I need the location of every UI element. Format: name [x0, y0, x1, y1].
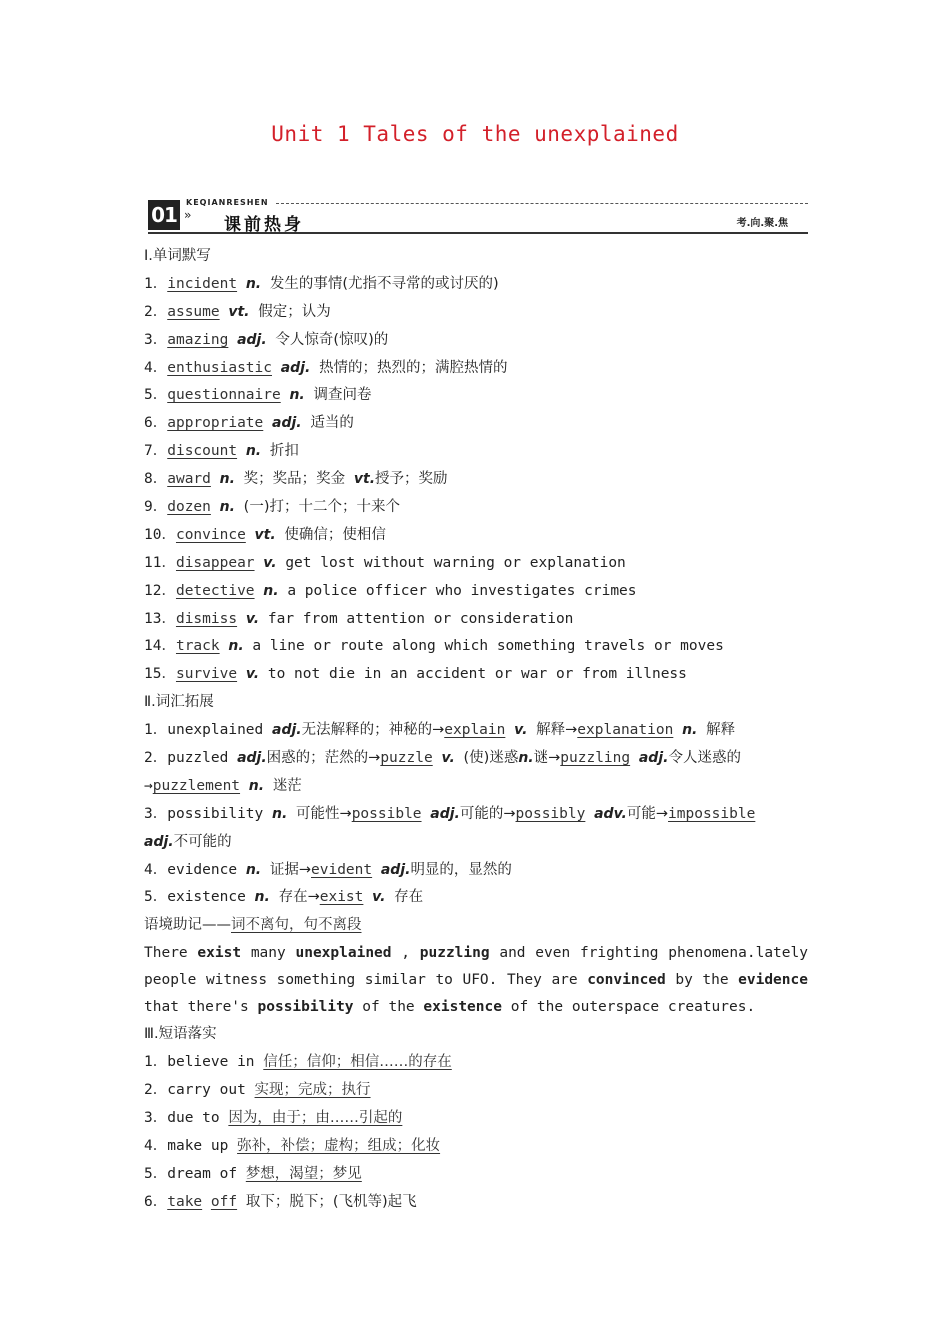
phrase-item	[144, 1077, 808, 1105]
item-number: 4．	[144, 1137, 168, 1154]
part-of-speech: n.	[245, 443, 262, 460]
context-word: puzzling	[419, 945, 490, 962]
part-of-speech: adj.	[272, 415, 302, 432]
context-word: witness	[205, 971, 268, 988]
item-number: 8．	[144, 471, 168, 488]
context-word: ,	[401, 945, 410, 962]
part-of-speech: n.	[289, 387, 305, 404]
part-of-speech: v.	[263, 554, 277, 571]
phrase: carry out	[167, 1082, 246, 1099]
item-number: 3．	[144, 1109, 168, 1126]
vocab-word: incident	[167, 275, 238, 292]
vocab-word: convince	[175, 526, 246, 543]
definition: a police officer who investigates crimes	[287, 582, 637, 599]
phrase-list	[144, 1049, 808, 1188]
part-of-speech: n.	[228, 638, 244, 655]
phrase-item	[144, 1133, 808, 1161]
item-number: 11．	[144, 554, 176, 571]
item-number: 14．	[144, 638, 176, 655]
item-number: 12．	[144, 582, 176, 599]
phrase-answer: 梦想，渴望；梦见	[245, 1165, 362, 1182]
item-number: 1．	[144, 275, 168, 292]
vocab-word: questionnaire	[167, 387, 281, 404]
definition: 假定；认为	[258, 303, 331, 320]
context-word: frighting	[579, 945, 659, 962]
vocab-word: assume	[167, 303, 220, 320]
item-number: 1．	[144, 1054, 168, 1071]
item-number: 3．	[144, 331, 168, 348]
vocab-item	[144, 633, 808, 661]
context-word: and	[499, 945, 526, 962]
context-word: convinced	[587, 971, 666, 988]
vocab-word: track	[175, 638, 220, 655]
double-chevron-icon: »	[184, 208, 192, 222]
definition: far from attention or consideration	[267, 610, 574, 627]
vocab-word: dozen	[167, 499, 211, 516]
context-label: 语境助记——词不离句，句不离段	[144, 917, 362, 934]
vocab-item	[144, 578, 808, 606]
item-number: 5．	[144, 1165, 168, 1182]
definition: 发生的事情(尤指不寻常的或讨厌的)	[269, 275, 499, 292]
part-of-speech: adj.	[280, 359, 311, 376]
expansion-line-2b: →puzzlement n. 迷茫	[144, 777, 302, 794]
context-word: are	[551, 971, 578, 988]
vocab-word: appropriate	[167, 415, 264, 432]
context-word: the	[702, 971, 729, 988]
part-of-speech: v.	[245, 666, 260, 683]
vocab-word: detective	[175, 582, 255, 599]
expansion-line-2: 2．puzzled adj.困惑的；茫然的→puzzle v. (使)迷惑n.谜→puzzling adj.令人迷惑的	[144, 750, 741, 767]
phrase: believe in	[167, 1054, 255, 1071]
context-word: exist	[197, 945, 242, 962]
vocab-item	[144, 271, 808, 299]
item-number: 5．	[144, 387, 168, 404]
context-word: the	[536, 999, 564, 1016]
context-word: there's	[187, 999, 249, 1016]
part-of-speech: v.	[245, 610, 260, 627]
definition: 热情的；热烈的；满腔热情的	[319, 359, 508, 376]
phrase: make up	[167, 1137, 229, 1154]
vocab-item	[144, 466, 808, 494]
context-word: that	[144, 999, 179, 1016]
definition: 调查问卷	[313, 387, 372, 404]
context-row-1	[144, 940, 808, 967]
vocab-word: award	[167, 471, 211, 488]
context-word: They	[506, 971, 542, 988]
vocab-item	[144, 494, 808, 522]
worksheet-content	[144, 243, 808, 1217]
context-word: UFO.	[462, 971, 498, 988]
vocab-item	[144, 299, 808, 327]
context-word: unexplained	[295, 945, 392, 962]
phrase-item: 6．take off 取下；脱下；(飞机等)起飞	[144, 1193, 417, 1210]
vocab-item	[144, 438, 808, 466]
context-word: something	[276, 971, 356, 988]
definition: 令人惊奇(惊叹)的	[275, 331, 389, 348]
context-word: possibility	[257, 999, 354, 1016]
item-number: 7．	[144, 443, 168, 460]
vocab-item	[144, 382, 808, 410]
phrase-item	[144, 1049, 808, 1077]
part-of-speech: n.	[219, 471, 235, 488]
section-banner	[148, 196, 808, 236]
item-number: 2．	[144, 303, 168, 320]
vocab-word: survive	[175, 666, 238, 683]
part-of-speech: n.	[263, 582, 279, 599]
context-word: even	[535, 945, 571, 962]
vocab-item	[144, 606, 808, 634]
context-row-2	[144, 967, 808, 994]
item-number: 13．	[144, 610, 176, 627]
context-word: people	[144, 971, 197, 988]
part-of-speech: vt.	[228, 303, 250, 320]
vocab-word: disappear	[175, 554, 255, 571]
context-word: to	[435, 971, 453, 988]
part-of-speech: n.	[219, 499, 235, 516]
expansion-line-4: 4．evidence n. 证据→evident adj.明显的，显然的	[144, 861, 512, 878]
context-word: of	[510, 999, 529, 1016]
vocab-item	[144, 355, 808, 383]
vocab-item	[144, 550, 808, 578]
definition: 折扣	[269, 443, 299, 460]
section-heading-phrases: Ⅲ.短语落实	[144, 1026, 217, 1043]
definition: to not die in an accident or war or from illness	[267, 666, 687, 683]
item-number: 15．	[144, 666, 176, 683]
banner-dotted-rule	[276, 203, 808, 204]
context-word: the	[388, 999, 415, 1016]
context-word: by	[675, 971, 693, 988]
phrase-item	[144, 1161, 808, 1189]
section-heading-vocab: Ⅰ.单词默写	[144, 248, 211, 264]
item-number: 9．	[144, 499, 168, 516]
vocab-word: enthusiastic	[167, 359, 272, 376]
banner-number: 01	[148, 200, 180, 230]
context-word: There	[144, 945, 188, 962]
phrase-answer: 实现；完成；执行	[254, 1082, 371, 1099]
vocab-item	[144, 661, 808, 689]
banner-heading: 课前热身	[224, 215, 304, 235]
item-number: 4．	[144, 359, 168, 376]
vocab-word: discount	[167, 443, 238, 460]
vocab-word: amazing	[167, 331, 229, 348]
vocab-item	[144, 522, 808, 550]
definition: 使确信；使相信	[284, 526, 386, 543]
banner-rule	[148, 232, 808, 234]
context-word: creatures.	[667, 999, 756, 1016]
context-word: evidence	[738, 971, 808, 988]
item-number: 10．	[144, 526, 176, 543]
expansion-line-1: 1．unexplained adj.无法解释的；神秘的→explain v. 解释→explanation n. 解释	[144, 722, 736, 739]
context-row-3	[144, 993, 808, 1021]
definition: (一)打；十二个；十来个	[243, 499, 400, 516]
expansion-line-3: 3．possibility n. 可能性→possible adj.可能的→possibly adv.可能→impossible	[144, 805, 756, 822]
vocab-list	[144, 271, 808, 689]
phrase: due to	[167, 1109, 220, 1126]
context-word: many	[250, 945, 286, 962]
part-of-speech: adj.	[237, 331, 267, 348]
part-of-speech: n.	[245, 275, 262, 292]
phrase-answer: 弥补，补偿；虚构；组成；化妆	[237, 1137, 441, 1154]
phrase: dream of	[167, 1165, 238, 1182]
context-word: phenomena.lately	[668, 945, 808, 962]
definition: 授予；奖励	[375, 471, 448, 488]
definition: get lost without warning or explanation	[285, 554, 626, 571]
page-title: Unit 1 Tales of the unexplained	[271, 122, 679, 146]
context-word: outerspace	[571, 999, 660, 1016]
part-of-speech: vt.	[353, 471, 376, 488]
item-number: 6．	[144, 415, 168, 432]
vocab-item	[144, 327, 808, 355]
part-of-speech: vt.	[254, 526, 276, 543]
banner-pinyin: KEQIANRESHEN	[186, 198, 269, 207]
definition: 适当的	[310, 415, 354, 432]
definition: a line or route along which something travels or moves	[252, 638, 724, 655]
expansion-line-5: 5．existence n. 存在→exist v. 存在	[144, 889, 424, 906]
phrase-answer: 因为，由于；由……引起的	[228, 1109, 403, 1126]
section-heading-expansion: Ⅱ.词汇拓展	[144, 694, 214, 711]
context-word: of	[362, 999, 380, 1016]
context-word: existence	[423, 999, 502, 1016]
vocab-word: dismiss	[175, 610, 238, 627]
vocab-item	[144, 410, 808, 438]
phrase-item	[144, 1105, 808, 1133]
expansion-line-3b: adj.不可能的	[144, 833, 232, 850]
item-number: 2．	[144, 1082, 168, 1099]
context-word: similar	[364, 971, 426, 988]
phrase-answer: 信任；信仰；相信……的存在	[263, 1054, 452, 1071]
definition: 奖；奖品；奖金	[243, 471, 346, 488]
banner-right-label: 考.向.聚.焦	[736, 218, 788, 229]
